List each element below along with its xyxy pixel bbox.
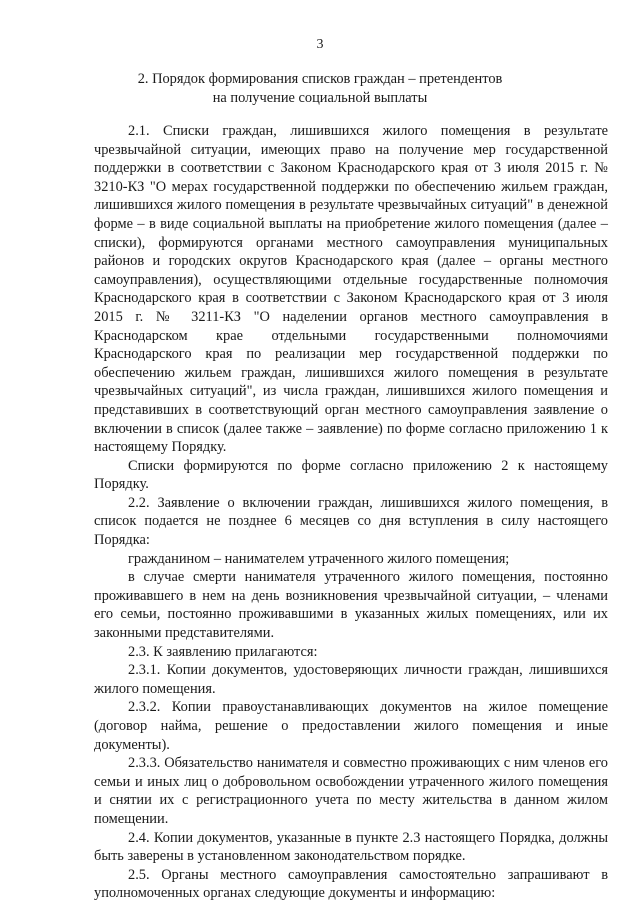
section-heading-line-2: на получение социальной выплаты (212, 89, 428, 106)
paragraph-tenant: гражданином – нанимателем утраченного жилого помещения; (128, 550, 510, 567)
paragraph-2-3-3: 2.3.3. Обязательство нанимателя и совместно проживающих с ним членов его семьи и иных лиц о добровольном освобождении утраченного жилого помещения и снятии их с регистрационного учета по месту жительства в данном жилом помещении. (94, 755, 608, 827)
paragraph-2-3-1: 2.3.1. Копии документов, удостоверяющих личности граждан, лишившихся жилого помещения. (94, 662, 608, 697)
paragraph-2-1: 2.1. Списки граждан, лишившихся жилого помещения в результате чрезвычайной ситуации, имеющих право на получение мер государственной поддержки в соответствии с Законом Краснодарского края от 3 июля 2015 г. № 3210-КЗ "О мерах государственной поддержки по обеспечению жильем граждан, лишившихся жилого помещения в результате чрезвычайных ситуаций" в денежной форме – в виде социальной выплаты на приобретение жилого помещения (далее – списки), формируются органами местного самоуправления муниципальных районов и городских округов Краснодарского края (далее – органы местного самоуправления), осуществляющими отдельные государственные полномочия Краснодарского края в соответствии с Законом Краснодарского края от 3 июля 2015 г. № 3211-КЗ "О наделении органов местного самоуправления в Краснодарском крае отдельными государственными полномочиями Краснодарского края по реализации мер государственной поддержки по обеспечению жильем граждан, лишившихся жилого помещения в результате чрезвычайных ситуаций", из числа граждан, лишившихся жилого помещения и представивших в соответствующий орган местного самоуправления заявление о включении в список (далее также – заявление) по форме согласно приложению 1 к настоящему Порядку. (94, 123, 608, 456)
paragraph-family-members: в случае смерти нанимателя утраченного жилого помещения, постоянно проживавшего в нем на день возникновения чрезвычайной ситуации, – членами его семьи, постоянно проживавшими в указанных жилых помещениях, или их законными представителями. (94, 569, 608, 642)
document-body (94, 122, 608, 903)
paragraph-2-5: 2.5. Органы местного самоуправления самостоятельно запрашивают в уполномоченных органах следующие документы и информацию: (94, 866, 608, 902)
section-heading (0, 70, 640, 107)
page-number: 3 (316, 37, 324, 52)
paragraph-2-3: 2.3. К заявлению прилагаются: (128, 643, 318, 660)
section-heading-line-1: 2. Порядок формирования списков граждан – претендентов (137, 71, 503, 87)
paragraph-lists-form: Списки формируются по форме согласно приложению 2 к настоящему Порядку. (94, 457, 608, 493)
paragraph-2-2: 2.2. Заявление о включении граждан, лишившихся жилого помещения, в список подается не позднее 6 месяцев со дня вступления в силу настоящего Порядка: (94, 494, 608, 549)
paragraph-2-4: 2.4. Копии документов, указанные в пункте 2.3 настоящего Порядка, должны быть заверены в установленном законодательством порядке. (94, 829, 608, 865)
paragraph-2-3-2: 2.3.2. Копии правоустанавливающих документов на жилое помещение (договор найма, решение о предоставлении жилого помещения и иные документы). (94, 699, 608, 753)
